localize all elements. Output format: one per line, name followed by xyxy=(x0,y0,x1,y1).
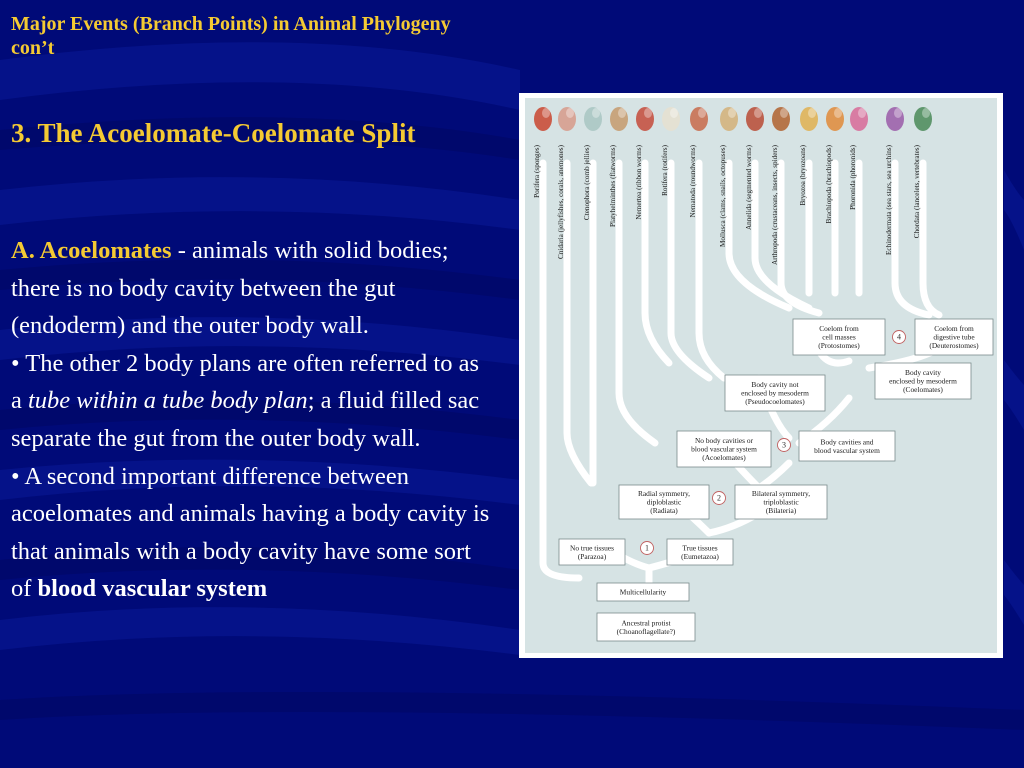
node-label: enclosed by mesoderm xyxy=(889,376,957,386)
organism-icon-5 xyxy=(636,107,654,131)
slide-title: Major Events (Branch Points) in Animal Phylogeny con’t xyxy=(11,13,451,59)
organism-icon-7 xyxy=(690,107,708,131)
section-heading: 3. The Acoelomate-Coelomate Split xyxy=(11,118,416,148)
node-label: enclosed by mesoderm xyxy=(741,388,809,398)
phylum-label: Mollusca (clams, snails, octopuses) xyxy=(719,145,727,248)
node-label: No true tissues xyxy=(570,543,614,553)
organism-icon-4 xyxy=(610,107,628,131)
node-label: blood vascular system xyxy=(814,445,880,455)
phylum-label: Rotifera (rotifers) xyxy=(661,145,669,196)
phylum-label: Ctenophora (comb jellies) xyxy=(583,145,591,221)
organism-icon-11 xyxy=(800,107,818,131)
phylum-label: Arthropoda (crustaceans, insects, spiders) xyxy=(771,145,779,265)
node-label: digestive tube xyxy=(933,332,975,342)
organism-icon-13 xyxy=(850,107,868,131)
node-label: Ancestral protist xyxy=(621,618,671,628)
svg-text:2: 2 xyxy=(717,493,721,503)
node-pseudocoelomates xyxy=(725,375,825,411)
organism-icon-9 xyxy=(746,107,764,131)
body-text xyxy=(11,232,493,608)
phylum-label: Nematoda (roundworms) xyxy=(689,145,697,218)
node-acoelomates xyxy=(677,431,771,467)
phylum-label: Phoronida (phoronids) xyxy=(849,145,857,210)
node-label: (Eumetazoa) xyxy=(681,551,719,561)
organism-icon-6 xyxy=(662,107,680,131)
bullet-2-bold: blood vascular system xyxy=(37,575,268,603)
node-label: cell masses xyxy=(822,332,856,342)
phylum-label: Nemertea (ribbon worms) xyxy=(635,145,643,220)
node-label: triploblastic xyxy=(763,497,799,507)
node-label: Body cavity xyxy=(905,368,941,377)
organism-icon-15 xyxy=(914,107,932,131)
node-label: (Choanoflagellate?) xyxy=(616,626,676,636)
phylogeny-figure xyxy=(519,93,1003,658)
node-label: (Coelomates) xyxy=(903,385,943,395)
node-label: Multicellularity xyxy=(619,587,667,597)
node-bilateral xyxy=(735,485,827,519)
node-label: Coelom from xyxy=(819,324,859,333)
node-radial xyxy=(619,485,709,519)
term-acoelomates: A. Acoelomates xyxy=(11,237,172,264)
node-protostomes xyxy=(793,319,885,355)
svg-text:4: 4 xyxy=(897,332,901,342)
organism-icon-8 xyxy=(720,107,738,131)
node-label: (Parazoa) xyxy=(577,551,607,561)
svg-text:3: 3 xyxy=(782,440,786,450)
branch-marker-2 xyxy=(713,492,726,505)
organism-icon-3 xyxy=(584,107,602,131)
node-label: (Acoelomates) xyxy=(702,453,746,463)
node-true-tissues xyxy=(667,539,733,565)
phylum-label: Cnidaria (jellyfishes, corals, anemones) xyxy=(557,145,565,259)
definition-text: - animals with solid bodies; there is no body cavity between the gut (endoderm) and the outer body wall. xyxy=(11,237,449,340)
phylum-label: Chordata (lancelets, vertebrates) xyxy=(913,145,921,239)
node-label: Radial symmetry, xyxy=(637,489,691,498)
node-label: Bilateral symmetry, xyxy=(751,489,811,498)
node-coelomates xyxy=(875,363,971,399)
node-label: (Deuterostomes) xyxy=(929,341,979,351)
node-label: (Radiata) xyxy=(650,506,678,516)
phylum-label: Porifera (sponges) xyxy=(533,145,541,198)
phylum-label: Annelida (segmented worms) xyxy=(745,145,753,231)
bullet-1-italic: tube within a tube body plan xyxy=(28,387,308,415)
phylum-label: Platyhelminthes (flatworms) xyxy=(609,145,617,228)
bullet-1-text: • The other 2 body plans are often referred to as a xyxy=(11,349,480,415)
node-label: (Bilateria) xyxy=(765,506,797,516)
branch-marker-4 xyxy=(893,331,906,344)
node-label: Body cavity not xyxy=(751,380,799,389)
phylogeny-tree xyxy=(519,93,1003,658)
branch-marker-1 xyxy=(641,542,654,555)
node-label: (Pseudocoelomates) xyxy=(745,397,805,407)
node-label: blood vascular system xyxy=(691,444,757,454)
phylum-label: Brachiopoda (brachiopods) xyxy=(825,145,833,224)
branch-marker-3 xyxy=(778,439,791,452)
node-ancestral xyxy=(597,613,695,641)
svg-text:1: 1 xyxy=(645,543,649,553)
node-label: (Protostomes) xyxy=(818,341,860,351)
phylum-label: Echinodermata (sea stars, sea urchins) xyxy=(885,145,893,255)
organism-icon-12 xyxy=(826,107,844,131)
organism-icon-10 xyxy=(772,107,790,131)
node-deuterostomes xyxy=(915,319,993,355)
organism-icon-14 xyxy=(886,107,904,131)
node-multicellularity xyxy=(597,583,689,601)
node-label: Coelom from xyxy=(934,324,974,333)
node-label: diploblastic xyxy=(646,497,682,507)
organism-icon-1 xyxy=(534,107,552,131)
node-no-true-tissues xyxy=(559,539,625,565)
node-label: No body cavities or xyxy=(694,436,754,445)
phylum-label: Bryozoa (bryozoans) xyxy=(799,145,807,206)
node-label: Body cavities and xyxy=(820,437,874,447)
node-body-cavities xyxy=(799,431,895,461)
bullet-1-end: ; a fluid filled sac separate the gut from the outer body wall. xyxy=(11,387,480,452)
organism-icon-2 xyxy=(558,107,576,131)
bullet-2-text: • A second important difference between acoelomates and animals having a body cavity is that animals with a body cavity have some sort of xyxy=(11,462,490,603)
node-label: True tissues xyxy=(682,543,718,553)
